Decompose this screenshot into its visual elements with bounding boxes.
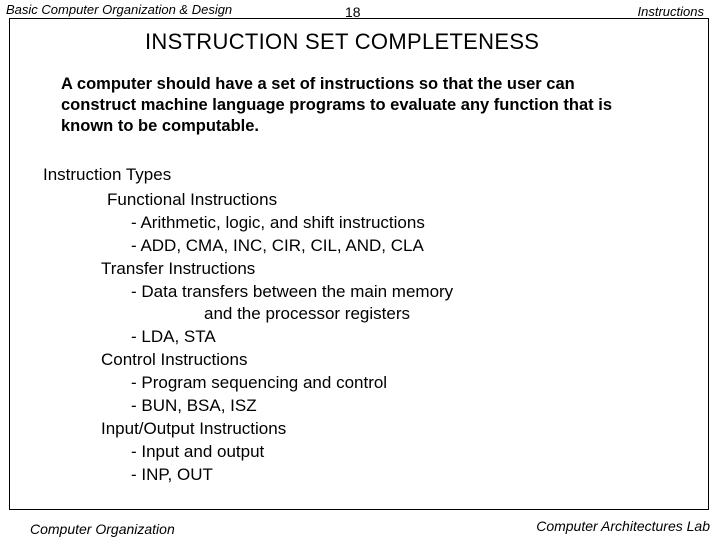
footer-left: Computer Organization xyxy=(30,521,175,537)
instruction-types-heading: Instruction Types xyxy=(43,165,172,184)
intro-line: A computer should have a set of instructions so that the user can xyxy=(61,75,575,93)
transfer-item: - Data transfers between the main memory xyxy=(131,282,454,301)
io-item: - INP, OUT xyxy=(131,465,213,484)
functional-item: - ADD, CMA, INC, CIR, CIL, AND, CLA xyxy=(131,236,424,255)
intro-paragraph xyxy=(61,74,701,137)
io-instructions-label: Input/Output Instructions xyxy=(101,419,287,438)
slide-title: INSTRUCTION SET COMPLETENESS xyxy=(145,29,540,54)
footer-right: Computer Architectures Lab xyxy=(536,518,710,534)
control-item: - BUN, BSA, ISZ xyxy=(131,396,257,415)
control-item: - Program sequencing and control xyxy=(131,373,388,392)
intro-line: construct machine language programs to evaluate any function that is xyxy=(61,96,613,114)
header-course-title: Basic Computer Organization & Design xyxy=(6,2,233,17)
transfer-item-continuation: and the processor registers xyxy=(204,304,410,323)
transfer-item: - LDA, STA xyxy=(131,327,216,346)
transfer-instructions-label: Transfer Instructions xyxy=(101,259,256,278)
page-number: 18 xyxy=(345,4,361,20)
io-item: - Input and output xyxy=(131,442,265,461)
functional-item: - Arithmetic, logic, and shift instructions xyxy=(131,213,425,232)
intro-line: known to be computable. xyxy=(61,117,260,135)
functional-instructions-label: Functional Instructions xyxy=(107,190,278,209)
control-instructions-label: Control Instructions xyxy=(101,350,248,369)
header-section-title: Instructions xyxy=(637,4,704,19)
